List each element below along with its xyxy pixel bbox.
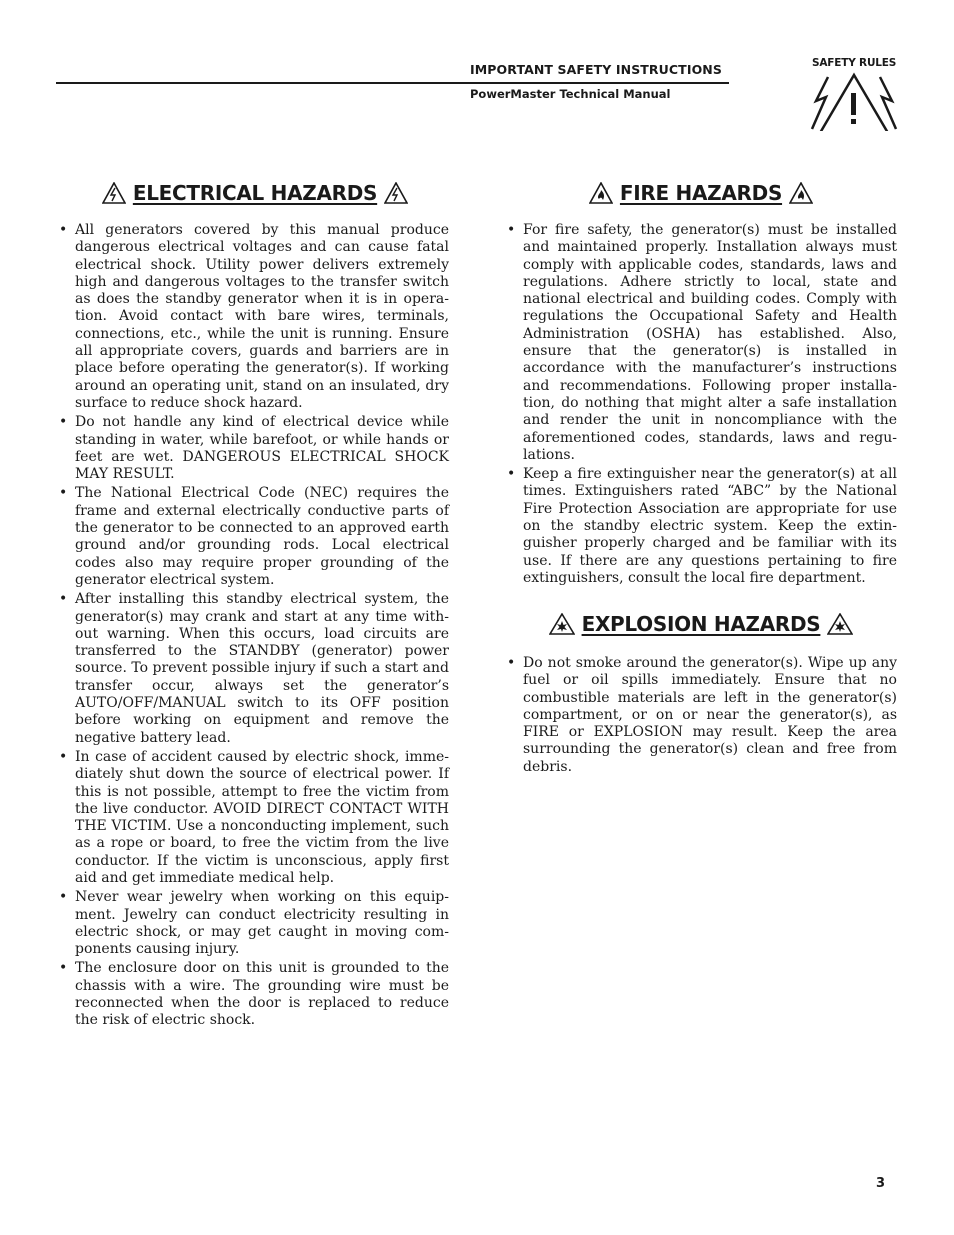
list-item: • All generators covered by this manual produce dangerous electrical voltages and can cause fatal electrical shock. Utility power delivers extremely high and dangerous voltages to the transfer switch as does the standby generator when it is in operation. Avoid contact with bare wires, terminals, connections, etc., while the unit is running. Ensure all appropriate covers, guards and barriers are in place before operating the generator(s). If working around an operating unit, stand on an insulated, dry surface to reduce shock hazard. xyxy=(59,222,449,411)
electrical-hazards-heading xyxy=(62,181,448,205)
electrical-warning-icon xyxy=(384,182,408,204)
safety-rules-label: SAFETY RULES xyxy=(812,57,897,69)
list-item: • Do not smoke around the generator(s). Wipe up any fuel or oil spills immediately. Ensure that no combustible materials are left in the generator(s) compartment, or on or near the generator(s), as FIRE or EXPLOSION may result. Keep the area surrounding the generator(s) clean and free from debris. xyxy=(507,655,897,775)
safety-rules-badge xyxy=(810,57,900,131)
header-subtitle: PowerMaster Technical Manual xyxy=(470,87,671,101)
explosion-warning-icon xyxy=(549,613,575,635)
electrical-hazards-title: ELECTRICAL HAZARDS xyxy=(132,181,378,205)
fire-hazards-title: FIRE HAZARDS xyxy=(619,181,783,205)
page-number: 3 xyxy=(876,1176,886,1191)
fire-warning-icon xyxy=(589,182,613,204)
list-item: • In case of accident caused by electric shock, immediately shut down the source of electrical power. If this is not possible, attempt to free the victim from the live conductor. AVOID DIRECT CONTACT WITH THE VICTIM. Use a nonconducting implement, such as a rope or board, to free the victim from the live conductor. If the victim is unconscious, apply first aid and get immediate medical help. xyxy=(59,748,449,886)
fire-hazards-heading xyxy=(505,181,897,205)
list-item: • For fire safety, the generator(s) must be installed and maintained properly. Installation always must comply with applicable codes, standards, laws and regulations. Adhere strictly to local, state and national electrical and building codes. Comply with regulations the Occupational Safety and Health Administration (OSHA) has established. Also, ensure that the generator(s) is installed in accordance with the manufacturer’s instructions and recommendations. Following proper installation, do nothing that might alter a safe installation and render the unit in noncompliance with the aforementioned codes, standards, laws and regulations. xyxy=(507,222,897,463)
explosion-hazards-title: EXPLOSION HAZARDS xyxy=(581,612,821,636)
list-item: • Never wear jewelry when working on this equipment. Jewelry can conduct electricity resulting in electric shock, or may get caught in moving components causing injury. xyxy=(59,889,449,958)
header-title: IMPORTANT SAFETY INSTRUCTIONS xyxy=(470,62,722,77)
fire-warning-icon xyxy=(789,182,813,204)
explosion-warning-icon xyxy=(827,613,853,635)
explosion-hazards-heading xyxy=(505,612,897,636)
electrical-warning-icon xyxy=(102,182,126,204)
explosion-hazards-list xyxy=(505,655,897,778)
list-item: • After installing this standby electrical system, the generator(s) may crank and start at any time without warning. When this occurs, load circuits are transferred to the STANDBY (generator) power source. To prevent possible injury if such a start and transfer occur, always set the generator’s AUTO/OFF/MANUAL switch to its OFF position before working on equipment and remove the negative battery lead. xyxy=(59,591,449,746)
electrical-hazards-list xyxy=(57,222,449,1032)
list-item: • Do not handle any kind of electrical device while standing in water, while barefoot, or while hands or feet are wet. DANGEROUS ELECTRICAL SHOCK MAY RESULT. xyxy=(59,414,449,483)
list-item: • The enclosure door on this unit is grounded to the chassis with a wire. The grounding wire must be reconnected when the door is replaced to reduce the risk of electric shock. xyxy=(59,960,449,1029)
header-divider xyxy=(56,82,729,84)
list-item: • The National Electrical Code (NEC) requires the frame and external electrically conductive parts of the generator to be connected to an approved earth ground and/or grounding rods. Local electrical codes also may require proper grounding of the generator electrical system. xyxy=(59,485,449,588)
list-item: • Keep a fire extinguisher near the generator(s) at all times. Extinguishers rated “ABC” by the National Fire Protection Association are appropriate for use on the standby electric system. Keep the extinguisher properly charged and be familiar with its use. If there are any questions pertaining to fire extinguishers, consult the local fire department. xyxy=(507,466,897,586)
warning-shock-icon xyxy=(810,71,898,131)
fire-hazards-list xyxy=(505,222,897,589)
